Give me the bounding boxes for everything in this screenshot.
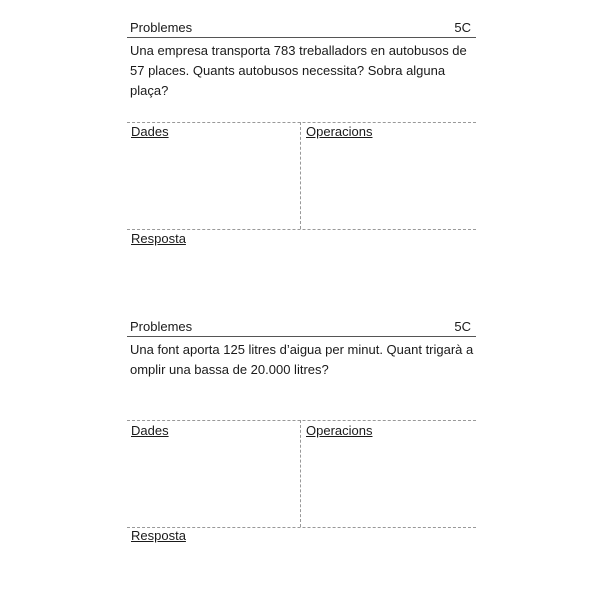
problem-header <box>127 317 476 335</box>
grid-bottom-divider <box>127 229 476 230</box>
data-label: Dades <box>131 124 169 139</box>
problem-card-1 <box>127 18 476 248</box>
data-label: Dades <box>131 423 169 438</box>
header-code: 5C <box>454 319 471 334</box>
operations-label: Operacions <box>306 124 373 139</box>
problem-line-2: 57 places. Quants autobusos necessita? Sobra alguna plaça? <box>130 63 446 98</box>
problem-line-1: Una font aporta 125 litres d’aigua per minut. Quant trigarà a <box>130 342 474 357</box>
answer-label: Resposta <box>131 231 186 246</box>
problem-statement <box>130 41 476 101</box>
operations-label: Operacions <box>306 423 373 438</box>
grid-top-divider <box>127 122 476 123</box>
grid-top-divider <box>127 420 476 421</box>
problem-line-2: omplir una bassa de 20.000 litres? <box>130 362 329 377</box>
grid-vertical-divider <box>300 420 301 527</box>
header-code: 5C <box>454 20 471 35</box>
problem-header <box>127 18 476 36</box>
problem-statement <box>130 340 476 380</box>
header-title: Problemes <box>130 20 193 35</box>
problem-line-1: Una empresa transporta 783 treballadors en autobusos de <box>130 43 467 58</box>
header-rule <box>127 336 476 337</box>
header-rule <box>127 37 476 38</box>
problem-card-2 <box>127 317 476 547</box>
header-title: Problemes <box>130 319 193 334</box>
grid-vertical-divider <box>300 122 301 229</box>
answer-label: Resposta <box>131 528 186 543</box>
